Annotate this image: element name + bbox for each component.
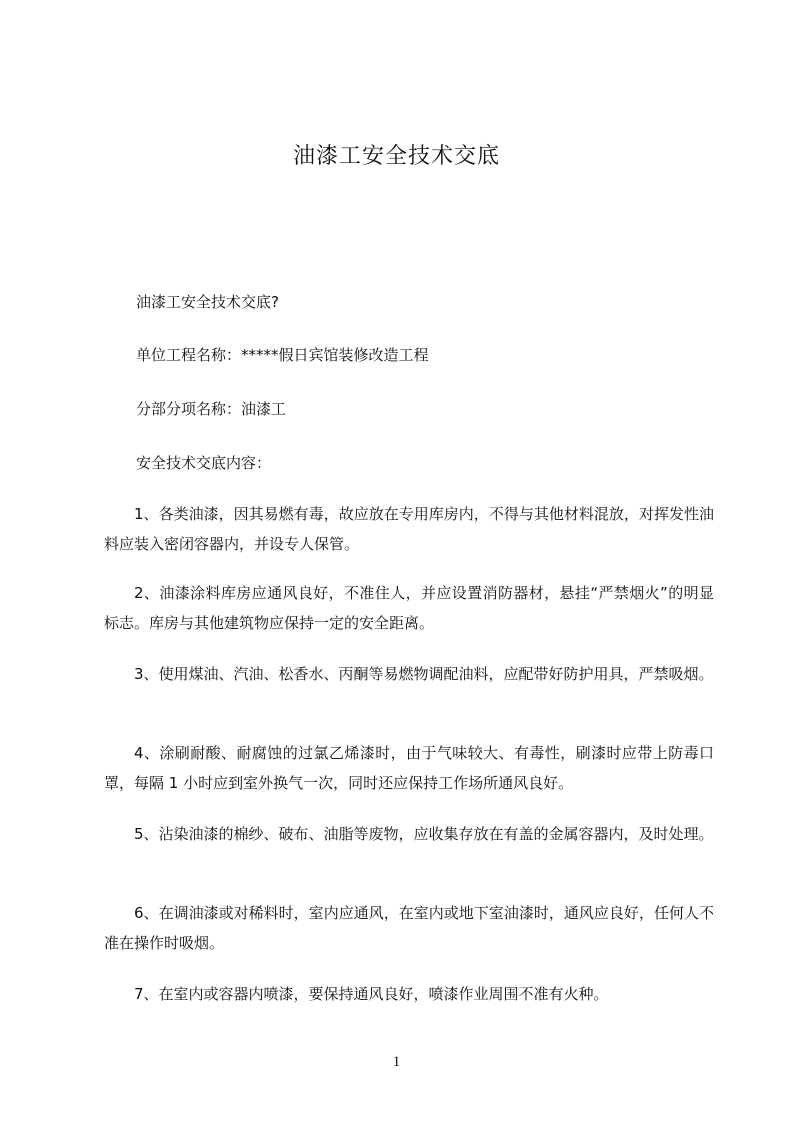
list-item: 4、涂刷耐酸、耐腐蚀的过氯乙烯漆时，由于气味较大、有毒性，刷漆时应带上防毒口罩，每隔 1 小时应到室外换气一次，同时还应保持工作场所通风良好。 <box>104 744 714 792</box>
intro-heading: 油漆工安全技术交底? <box>136 293 279 311</box>
content-heading: 安全技术交底内容： <box>136 454 272 472</box>
subdivision-line: 分部分项名称：油漆工 <box>136 400 287 418</box>
list-item: 2、油漆涂料库房应通风良好，不准住人，并应设置消防器材，悬挂“严禁烟火”的明显标志。库房与其他建筑物应保持一定的安全距离。 <box>104 584 714 632</box>
list-item: 6、在调油漆或对稀料时，室内应通风，在室内或地下室油漆时，通风应良好，任何人不准在操作时吸烟。 <box>104 904 714 952</box>
document-title: 油漆工安全技术交底 <box>292 144 500 169</box>
page-number: 1 <box>392 1054 401 1070</box>
project-name-line: 单位工程名称：*****假日宾馆装修改造工程 <box>136 346 429 364</box>
list-item: 7、在室内或容器内喷漆，要保持通风良好，喷漆作业周围不准有火种。 <box>134 985 609 1003</box>
list-item: 1、各类油漆，因其易燃有毒，故应放在专用库房内，不得与其他材料混放，对挥发性油料应装入密闭容器内，并设专人保管。 <box>104 505 714 553</box>
list-item: 5、沾染油漆的棉纱、破布、油脂等废物，应收集存放在有盖的金属容器内，及时处理。 <box>134 825 714 843</box>
list-item: 3、使用煤油、汽油、松香水、丙酮等易燃物调配油料，应配带好防护用具，严禁吸烟。 <box>134 665 714 683</box>
